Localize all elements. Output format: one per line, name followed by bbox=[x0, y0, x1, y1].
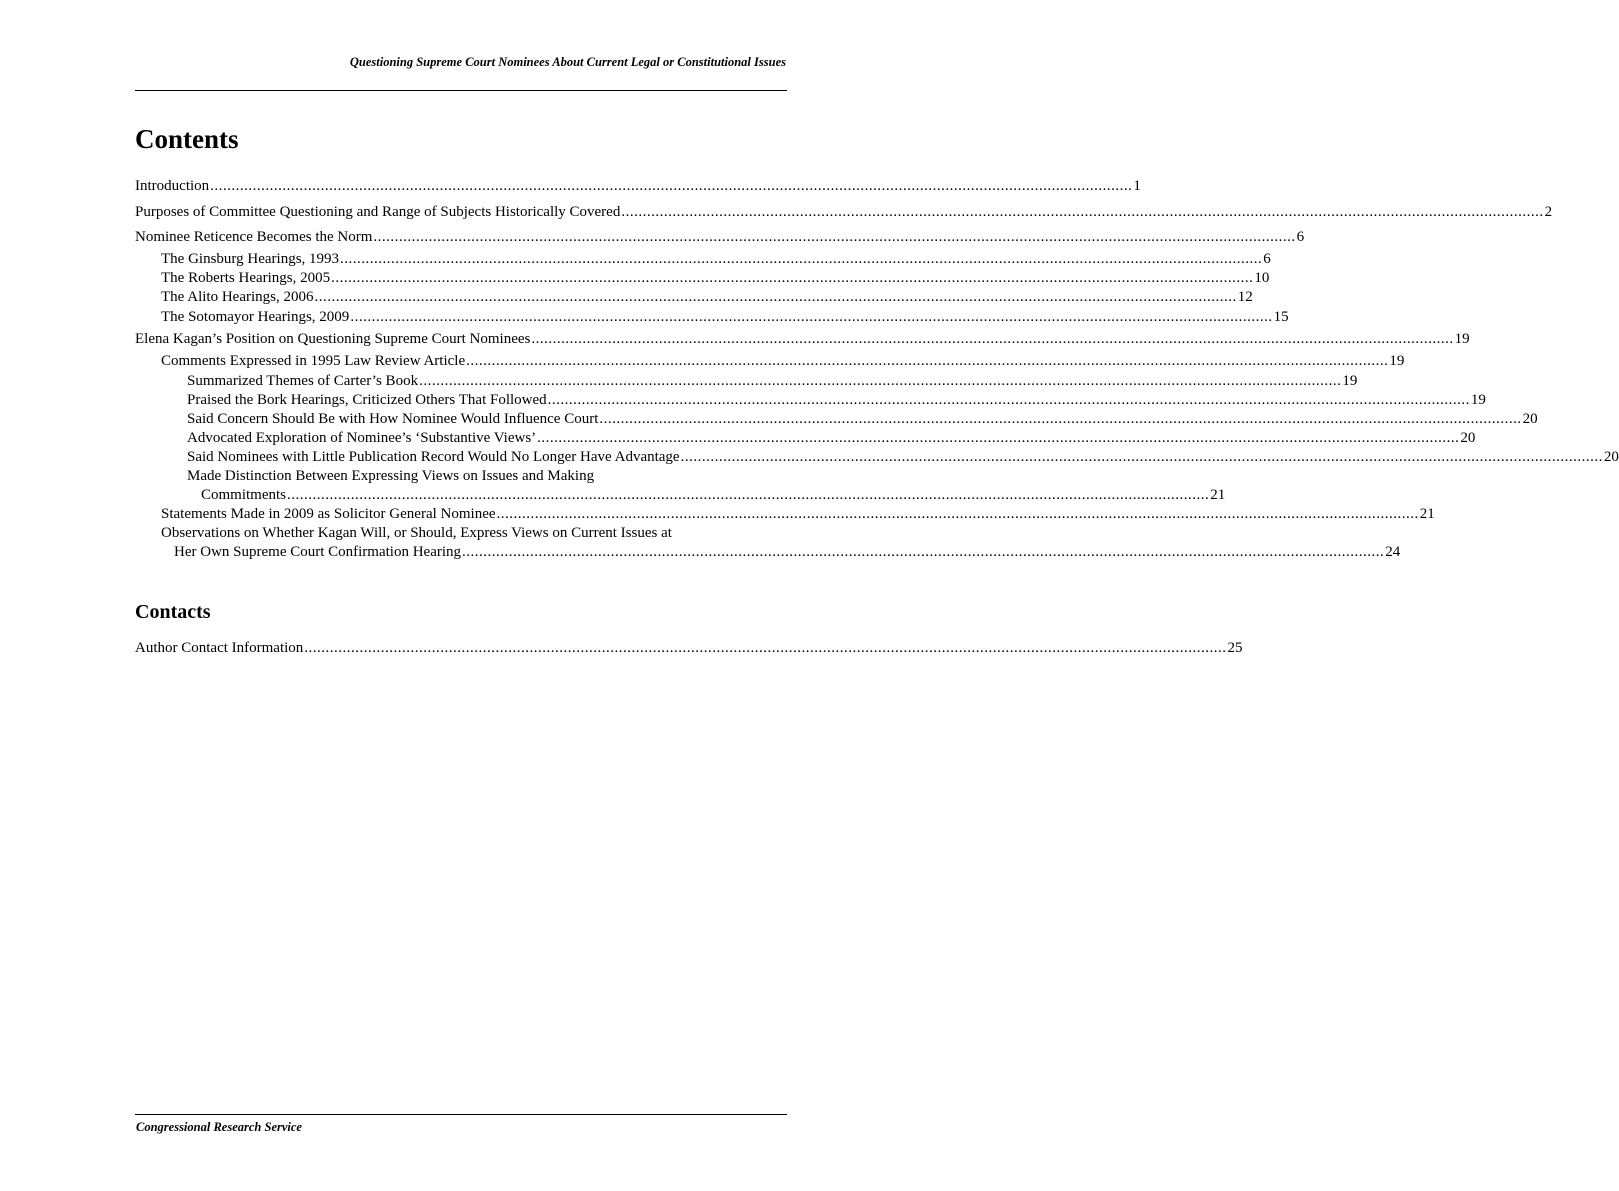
contents-title: Contents bbox=[135, 124, 239, 154]
toc-entry-page: 1 bbox=[1133, 178, 1141, 194]
toc-entry[interactable] bbox=[135, 410, 1538, 429]
toc-entry-label: Advocated Exploration of Nominee’s ‘Substantive Views’ bbox=[187, 430, 537, 446]
toc-entry-page: 2 bbox=[1544, 204, 1553, 220]
running-footer: Congressional Research Service bbox=[136, 1120, 302, 1134]
toc-entry-page: 10 bbox=[1254, 270, 1270, 286]
toc-entry-label: Introduction bbox=[135, 178, 210, 194]
dot-leader: ......................................................................................................................................................................................................................... bbox=[599, 411, 1522, 427]
dot-leader: ......................................................................................................................................................................................................................... bbox=[331, 270, 1254, 286]
toc-entry-label: Summarized Themes of Carter’s Book bbox=[187, 373, 419, 389]
toc-entry-label: The Alito Hearings, 2006 bbox=[161, 289, 314, 305]
toc-entry[interactable] bbox=[135, 177, 1141, 196]
toc-entry-label: Purposes of Committee Questioning and Range of Subjects Historically Covered bbox=[135, 204, 621, 220]
toc-entry-page: 19 bbox=[1454, 331, 1470, 347]
toc-entry-label-line1[interactable]: Made Distinction Between Expressing Views on Issues and Making bbox=[187, 468, 595, 484]
toc-entry[interactable] bbox=[135, 250, 1271, 269]
toc-entry[interactable] bbox=[135, 372, 1358, 391]
toc-entry-label: The Sotomayor Hearings, 2009 bbox=[161, 309, 350, 325]
dot-leader: ......................................................................................................................................................................................................................... bbox=[462, 544, 1385, 560]
dot-leader: ......................................................................................................................................................................................................................... bbox=[496, 506, 1419, 522]
toc-entry-page: 15 bbox=[1273, 309, 1289, 325]
contacts-title: Contacts bbox=[135, 601, 211, 623]
toc-entry-label: Statements Made in 2009 as Solicitor General Nominee bbox=[161, 506, 496, 522]
dot-leader: ......................................................................................................................................................................................................................... bbox=[210, 178, 1133, 194]
dot-leader: ......................................................................................................................................................................................................................... bbox=[287, 487, 1210, 503]
toc-entry-label: Said Concern Should Be with How Nominee Would Influence Court bbox=[187, 411, 599, 427]
header-rule bbox=[135, 90, 787, 91]
dot-leader: ......................................................................................................................................................................................................................... bbox=[373, 229, 1296, 245]
toc-entry[interactable] bbox=[135, 308, 1289, 327]
toc-entry-page: 20 bbox=[1460, 430, 1476, 446]
dot-leader: ......................................................................................................................................................................................................................... bbox=[314, 289, 1237, 305]
toc-entry-label: The Ginsburg Hearings, 1993 bbox=[161, 251, 340, 267]
toc-entry[interactable] bbox=[135, 269, 1270, 288]
toc-entry-page: 19 bbox=[1342, 373, 1358, 389]
toc-entry-label: Comments Expressed in 1995 Law Review Article bbox=[161, 353, 466, 369]
toc-entry[interactable] bbox=[135, 391, 1486, 410]
toc-entry-label: The Roberts Hearings, 2005 bbox=[161, 270, 331, 286]
running-header: Questioning Supreme Court Nominees About Current Legal or Constitutional Issues bbox=[349, 55, 786, 69]
dot-leader: ......................................................................................................................................................................................................................... bbox=[350, 309, 1273, 325]
toc-entry-page: 24 bbox=[1385, 544, 1401, 560]
toc-entry[interactable] bbox=[135, 352, 1405, 371]
dot-leader: ......................................................................................................................................................................................................................... bbox=[466, 353, 1389, 369]
toc-entry-label: Author Contact Information bbox=[135, 640, 304, 656]
toc-entry-page: 19 bbox=[1470, 392, 1486, 408]
toc-entry-page: 20 bbox=[1603, 449, 1619, 465]
toc-entry[interactable] bbox=[135, 448, 1619, 467]
toc-entry-page: 20 bbox=[1522, 411, 1538, 427]
toc-entry-label: Her Own Supreme Court Confirmation Hearing bbox=[174, 544, 462, 560]
toc-entry[interactable] bbox=[135, 203, 1553, 222]
dot-leader: ......................................................................................................................................................................................................................... bbox=[531, 331, 1454, 347]
toc-entry-page: 21 bbox=[1419, 506, 1435, 522]
dot-leader: ......................................................................................................................................................................................................................... bbox=[537, 430, 1460, 446]
toc-entry-label: Elena Kagan’s Position on Questioning Supreme Court Nominees bbox=[135, 331, 531, 347]
toc-entry[interactable] bbox=[135, 228, 1305, 247]
toc-entry[interactable] bbox=[135, 639, 1243, 658]
dot-leader: ......................................................................................................................................................................................................................... bbox=[419, 373, 1342, 389]
toc-entry[interactable] bbox=[135, 543, 1401, 562]
toc-entry[interactable] bbox=[135, 486, 1226, 505]
toc-entry-page: 25 bbox=[1227, 640, 1243, 656]
dot-leader: ......................................................................................................................................................................................................................... bbox=[340, 251, 1263, 267]
toc-entry[interactable] bbox=[135, 505, 1435, 524]
toc-entry-label-line1[interactable]: Observations on Whether Kagan Will, or Should, Express Views on Current Issues at bbox=[161, 525, 672, 541]
toc-entry-page: 19 bbox=[1389, 353, 1405, 369]
dot-leader: ......................................................................................................................................................................................................................... bbox=[304, 640, 1227, 656]
toc-entry-page: 21 bbox=[1210, 487, 1226, 503]
toc-entry-page: 12 bbox=[1237, 289, 1253, 305]
toc-entry-label: Commitments bbox=[201, 487, 287, 503]
toc-entry[interactable] bbox=[135, 288, 1253, 307]
toc-entry-page: 6 bbox=[1296, 229, 1305, 245]
toc-entry-label: Nominee Reticence Becomes the Norm bbox=[135, 229, 373, 245]
dot-leader: ......................................................................................................................................................................................................................... bbox=[621, 204, 1544, 220]
toc-entry-page: 6 bbox=[1263, 251, 1271, 267]
dot-leader: ......................................................................................................................................................................................................................... bbox=[680, 449, 1603, 465]
toc-entry[interactable] bbox=[135, 330, 1470, 349]
toc-entry[interactable] bbox=[135, 429, 1476, 448]
dot-leader: ......................................................................................................................................................................................................................... bbox=[547, 392, 1470, 408]
toc-entry-label: Praised the Bork Hearings, Criticized Others That Followed bbox=[187, 392, 547, 408]
footer-rule bbox=[135, 1114, 787, 1115]
toc-entry-label: Said Nominees with Little Publication Record Would No Longer Have Advantage bbox=[187, 449, 680, 465]
